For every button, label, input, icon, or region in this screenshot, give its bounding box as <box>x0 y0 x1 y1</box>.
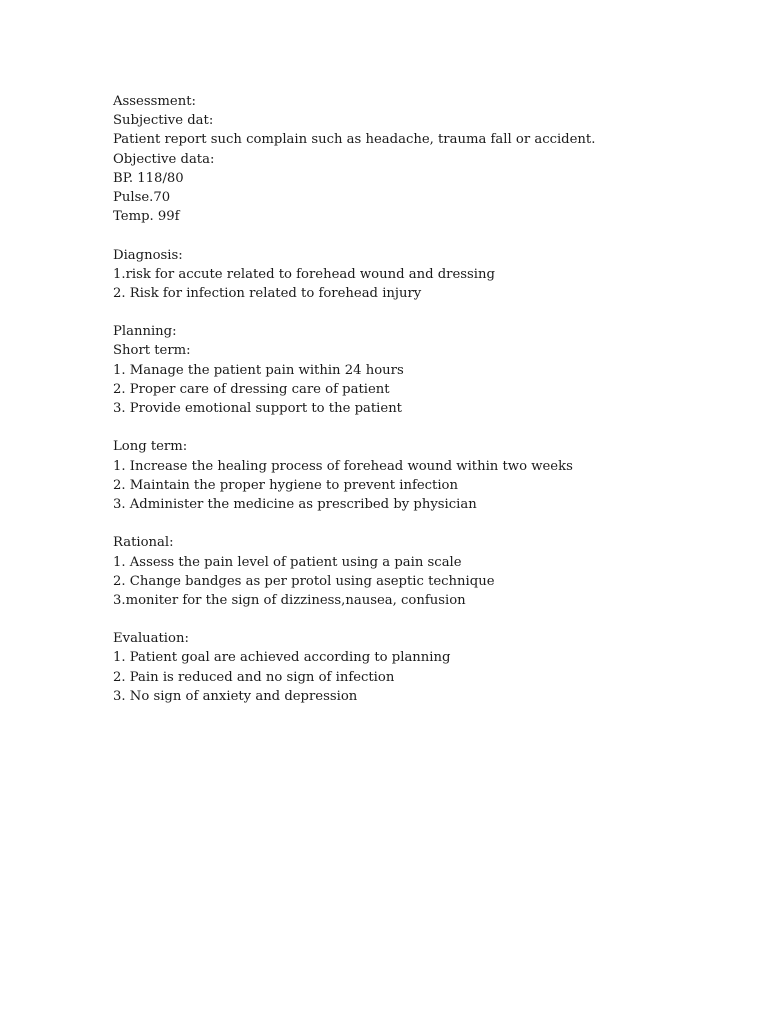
long-term-item: 1. Increase the healing process of forehead wound within two weeks <box>113 458 573 474</box>
planning-section <box>113 322 713 418</box>
long-term-item: 2. Maintain the proper hygiene to prevent infection <box>113 477 458 493</box>
diagnosis-heading: Diagnosis: <box>113 247 183 263</box>
evaluation-item: 2. Pain is reduced and no sign of infection <box>113 669 395 685</box>
temp-value: Temp. 99f <box>113 209 180 225</box>
planning-heading: Planning: <box>113 324 177 340</box>
subjective-heading: Subjective dat: <box>113 113 214 129</box>
evaluation-item: 1. Patient goal are achieved according to planning <box>113 650 451 666</box>
diagnosis-item: 1.risk for accute related to forehead wound and dressing <box>113 266 495 282</box>
short-term-item: 2. Proper care of dressing care of patient <box>113 381 390 397</box>
document-body <box>113 92 713 706</box>
rational-item: 2. Change bandges as per protol using aseptic technique <box>113 573 495 589</box>
long-term-section <box>113 437 713 514</box>
evaluation-item: 3. No sign of anxiety and depression <box>113 688 358 704</box>
short-term-item: 3. Provide emotional support to the patient <box>113 401 402 416</box>
pulse-value: Pulse.70 <box>113 189 171 205</box>
subjective-text: Patient report such complain such as headache, trauma fall or accident. <box>113 132 596 148</box>
rational-item: 3.moniter for the sign of dizziness,nausea, confusion <box>113 592 466 608</box>
diagnosis-item: 2. Risk for infection related to forehead injury <box>113 285 422 301</box>
rational-section <box>113 533 713 610</box>
short-term-heading: Short term: <box>113 343 191 359</box>
diagnosis-section <box>113 246 713 304</box>
bp-value: BP. 118/80 <box>113 170 184 186</box>
assessment-section <box>113 92 713 226</box>
objective-heading: Objective data: <box>113 151 215 167</box>
evaluation-section <box>113 629 713 706</box>
rational-heading: Rational: <box>113 535 174 551</box>
long-term-item: 3. Administer the medicine as prescribed by physician <box>113 496 477 512</box>
evaluation-heading: Evaluation: <box>113 631 189 647</box>
short-term-item: 1. Manage the patient pain within 24 hours <box>113 362 404 378</box>
long-term-heading: Long term: <box>113 439 188 455</box>
assessment-heading: Assessment: <box>113 94 196 109</box>
rational-item: 1. Assess the pain level of patient using a pain scale <box>113 554 462 570</box>
